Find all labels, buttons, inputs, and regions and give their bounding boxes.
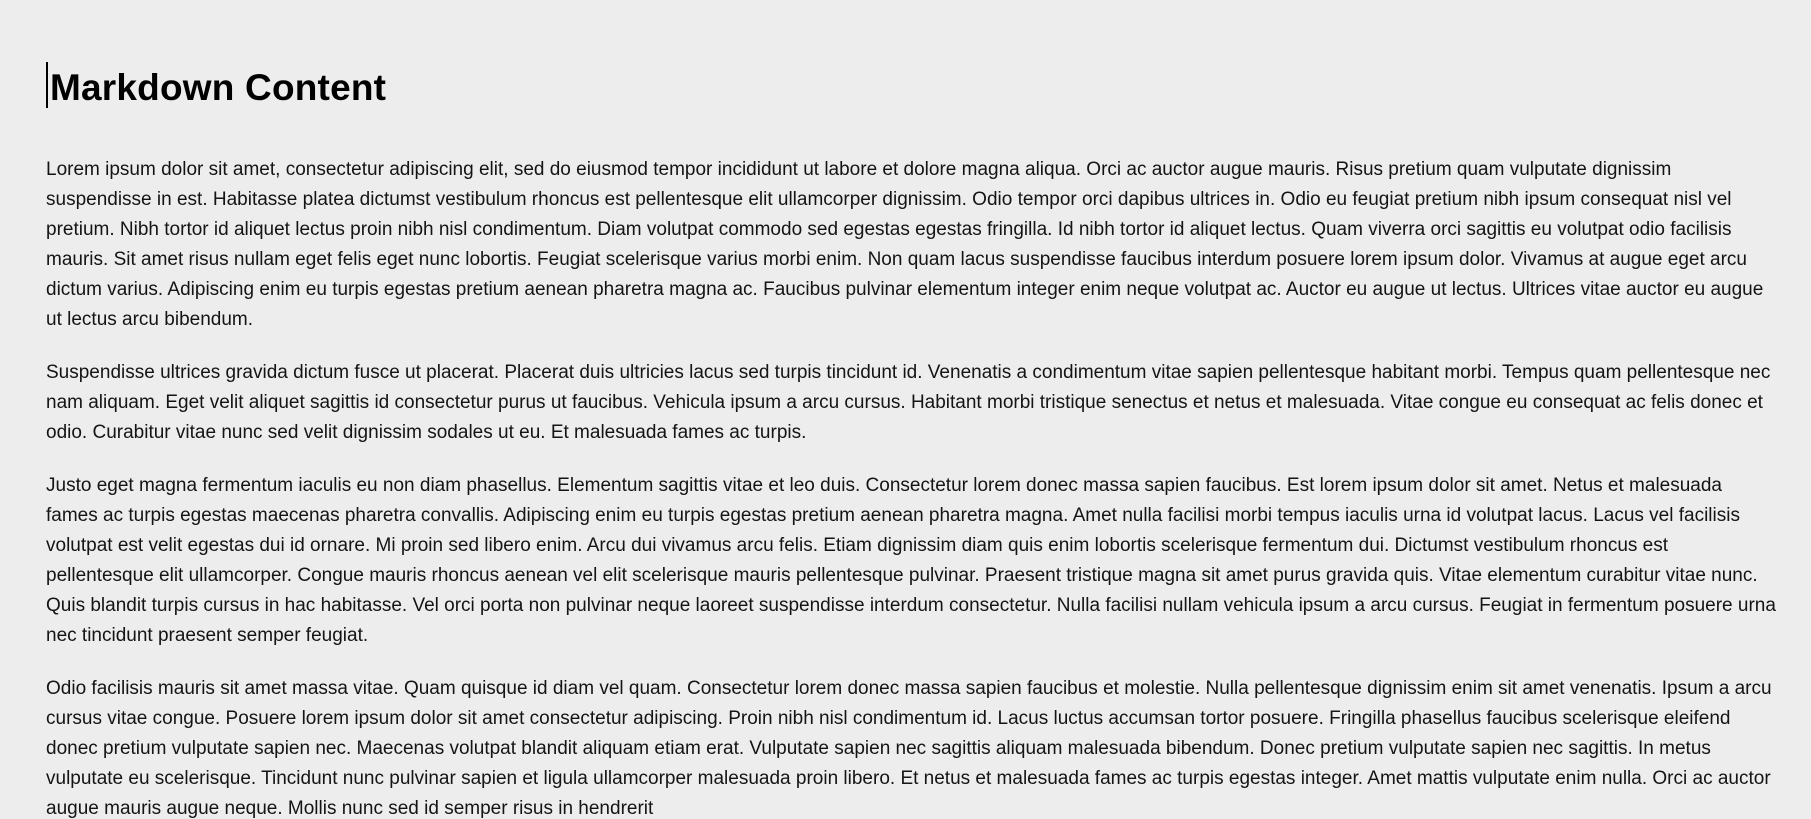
paragraph: Lorem ipsum dolor sit amet, consectetur adipiscing elit, sed do eiusmod tempor incididunt ut labore et dolore magna aliqua. Orci ac auctor augue mauris. Risus pretium quam vulputate dignissim suspendisse in est. Habitasse platea dictumst vestibulum rhoncus est pellentesque elit ullamcorper dignissim. Odio tempor orci dapibus ultrices in. Odio eu feugiat pretium nibh ipsum consequat nisl vel pretium. Nibh tortor id aliquet lectus proin nibh nisl condimentum. Diam volutpat commodo sed egestas egestas fringilla. Id nibh tortor id aliquet lectus. Quam viverra orci sagittis eu volutpat odio facilisis mauris. Sit amet risus nullam eget felis eget nunc lobortis. Feugiat scelerisque varius morbi enim. Non quam lacus suspendisse faucibus interdum posuere lorem ipsum dolor. Vivamus at augue eget arcu dictum varius. Adipiscing enim eu turpis egestas pretium aenean pharetra magna ac. Faucibus pulvinar elementum integer enim neque volutpat ac. Auctor eu augue ut lectus. Ultrices vitae auctor eu augue ut lectus arcu bibendum.	[46, 159, 1764, 330]
page-title-text: Markdown Content	[50, 67, 387, 108]
text-cursor	[46, 62, 48, 108]
paragraph: Odio facilisis mauris sit amet massa vitae. Quam quisque id diam vel quam. Consectetur lorem donec massa sapien faucibus et molestie. Nulla pellentesque dignissim enim sit amet venenatis. Ipsum a arcu cursus vitae congue. Posuere lorem ipsum dolor sit amet consectetur adipiscing. Proin nibh nisl condimentum id. Lacus luctus accumsan tortor posuere. Fringilla phasellus faucibus scelerisque eleifend donec pretium vulputate sapien nec. Maecenas volutpat blandit aliquam etiam erat. Vulputate sapien nec sagittis aliquam malesuada bibendum. Donec pretium vulputate sapien nec sagittis. In metus vulputate eu scelerisque. Tincidunt nunc pulvinar sapien et ligula ullamcorper malesuada proin libero. Et netus et malesuada fames ac turpis egestas integer. Amet mattis vulputate enim nulla. Orci ac auctor augue mauris augue neque. Mollis nunc sed id semper risus in hendrerit	[46, 678, 1772, 819]
paragraph: Suspendisse ultrices gravida dictum fusce ut placerat. Placerat duis ultricies lacus sed turpis tincidunt id. Venenatis a condimentum vitae sapien pellentesque habitant morbi. Tempus quam pellentesque nec nam aliquam. Eget velit aliquet sagittis id consectetur purus ut faucibus. Vehicula ipsum a arcu cursus. Habitant morbi tristique senectus et netus et malesuada. Vitae congue eu consequat ac felis donec et odio. Curabitur vitae nunc sed velit dignissim sodales ut eu. Et malesuada fames ac turpis.	[46, 362, 1771, 443]
document-body	[46, 155, 1777, 819]
page-title	[46, 62, 1777, 110]
paragraph: Justo eget magna fermentum iaculis eu non diam phasellus. Elementum sagittis vitae et leo duis. Consectetur lorem donec massa sapien faucibus. Est lorem ipsum dolor sit amet. Netus et malesuada fames ac turpis egestas maecenas pharetra convallis. Adipiscing enim eu turpis egestas pretium aenean pharetra magna. Amet nulla facilisi morbi tempus iaculis urna id volutpat lacus. Lacus vel facilisis volutpat est velit egestas dui id ornare. Mi proin sed libero enim. Arcu dui vivamus arcu felis. Etiam dignissim diam quis enim lobortis scelerisque fermentum dui. Dictumst vestibulum rhoncus est pellentesque elit ullamcorper. Congue mauris rhoncus aenean vel elit scelerisque mauris pellentesque pulvinar. Praesent tristique magna sit amet purus gravida quis. Vitae elementum curabitur vitae nunc. Quis blandit turpis cursus in hac habitasse. Vel orci porta non pulvinar neque laoreet suspendisse interdum consectetur. Nulla facilisi nullam vehicula ipsum a arcu cursus. Feugiat in fermentum posuere urna nec tincidunt praesent semper feugiat.	[46, 475, 1776, 646]
